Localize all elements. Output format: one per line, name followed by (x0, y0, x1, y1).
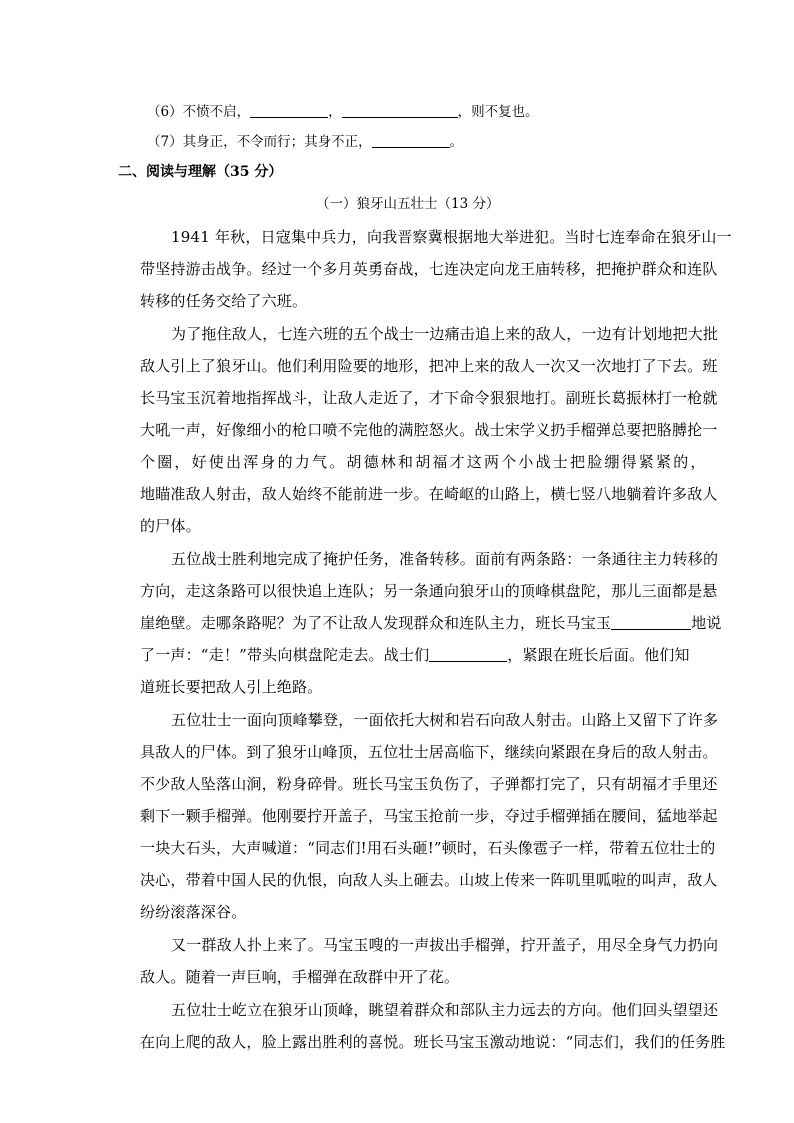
paragraph-2-line: 地瞄准敌人射击，敌人始终不能前进一步。在崎岖的山路上，横七竖八地躺着许多敌人 (140, 485, 718, 503)
paragraph-6-line: 五位壮士屹立在狼牙山顶峰，眺望着群众和部队主力远去的方向。他们回头望望还 (171, 1001, 719, 1019)
question-6-prefix: （6）不愤不启， (147, 104, 251, 120)
paragraph-4-line: 剩下一颗手榴弹。他刚要拧开盖子，马宝玉抢前一步，夺过手榴弹插在腰间，猛地举起 (140, 807, 718, 825)
answer-blank[interactable] (250, 103, 328, 118)
question-6-suffix: ，则不复也。 (457, 104, 539, 120)
question-6 (147, 103, 539, 121)
paragraph-3-line: 五位战士胜利地完成了掩护任务，准备转移。面前有两条路：一条通往主力转移的 (171, 550, 719, 568)
paragraph-2-line: 长马宝玉沉着地指挥战斗，让敌人走近了，才下命令狠狠地打。副班长葛振林打一枪就 (140, 389, 718, 407)
paragraph-2-line: 为了拖住敌人，七连六班的五个战士一边痛击追上来的敌人，一边有计划地把大批 (171, 325, 719, 343)
answer-blank[interactable] (342, 103, 458, 118)
paragraph-1-line: 带坚持游击战争。经过一个多月英勇奋战，七连决定向龙王庙转移，把掩护群众和连队 (140, 260, 718, 278)
paragraph-1-line: 转移的任务交给了六班。 (140, 292, 308, 310)
paragraph-5-line: 敌人。随着一声巨响，手榴弹在敌群中开了花。 (140, 968, 460, 986)
paragraph-3-text: 崖绝壁。走哪条路呢？为了不让敌人发现群众和连队主力，班长马宝玉 (140, 614, 612, 632)
passage-title: （一）狼牙山五壮士（13 分） (316, 196, 500, 212)
question-7-suffix: 。 (449, 134, 464, 150)
paragraph-4-line: 不少敌人坠落山涧，粉身碎骨。班长马宝玉负伤了，子弹都打完了，只有胡福才手里还 (140, 775, 718, 793)
paragraph-4-line: 决心，带着中国人民的仇恨，向敌人头上砸去。山坡上传来一阵叽里呱啦的叫声，敌人 (140, 871, 718, 889)
answer-blank[interactable] (372, 133, 450, 148)
answer-blank[interactable] (429, 647, 507, 662)
paragraph-4-line: 具敌人的尸体。到了狼牙山峰顶，五位壮士居高临下，继续向紧跟在身后的敌人射击。 (140, 743, 718, 761)
paragraph-3-line: 方向，走这条路可以很快追上连队；另一条通向狼牙山的顶峰棋盘陀，那儿三面都是悬 (140, 582, 718, 600)
paragraph-3-text: ，紧跟在班长后面。他们知 (507, 646, 690, 664)
paragraph-3-line-with-blank (140, 645, 690, 665)
question-6-sep: ， (328, 104, 342, 120)
paragraph-1-line: 1941 年秋，日寇集中兵力，向我晋察冀根据地大举进犯。当时七连奉命在狼牙山一 (171, 228, 732, 246)
paragraph-3-text: 地说 (691, 614, 722, 632)
paragraph-2-line: 敌人引上了狼牙山。他们利用险要的地形，把冲上来的敌人一次又一次地打了下去。班 (140, 357, 718, 375)
question-7 (147, 133, 463, 151)
question-7-prefix: （7）其身正，不令而行；其身不正， (147, 134, 372, 150)
answer-blank[interactable] (611, 615, 691, 630)
paragraph-5-line: 又一群敌人扑上来了。马宝玉嗖的一声拔出手榴弹，拧开盖子，用尽全身气力扔向 (171, 936, 719, 954)
paragraph-6-line: 在向上爬的敌人，脸上露出胜利的喜悦。班长马宝玉激动地说：“同志们，我们的任务胜 (140, 1033, 726, 1051)
paragraph-4-line: 纷纷滚落深谷。 (140, 903, 247, 921)
paragraph-4-line: 五位壮士一面向顶峰攀登，一面依托大树和岩石向敌人射击。山路上又留下了许多 (171, 711, 719, 729)
section-heading: 二、阅读与理解（35 分） (118, 164, 283, 180)
paragraph-4-line: 一块大石头，大声喊道：“同志们!用石头砸!”顿时，石头像雹子一样，带着五位壮士的 (140, 839, 716, 857)
paragraph-3-text: 了一声：“走！”带头向棋盘陀走去。战士们 (140, 646, 430, 664)
paragraph-3-line-with-blank (140, 613, 722, 633)
paragraph-3-line: 道班长要把敌人引上绝路。 (140, 678, 323, 696)
paragraph-2-line: 大吼一声，好像细小的枪口喷不完他的满腔怒火。战士宋学义扔手榴弹总要把胳膊抡一 (140, 421, 718, 439)
paragraph-2-line: 的尸体。 (140, 517, 201, 535)
paragraph-2-line: 个圈，好使出浑身的力气。胡德林和胡福才这两个小战士把脸绷得紧紧的， (140, 453, 708, 471)
